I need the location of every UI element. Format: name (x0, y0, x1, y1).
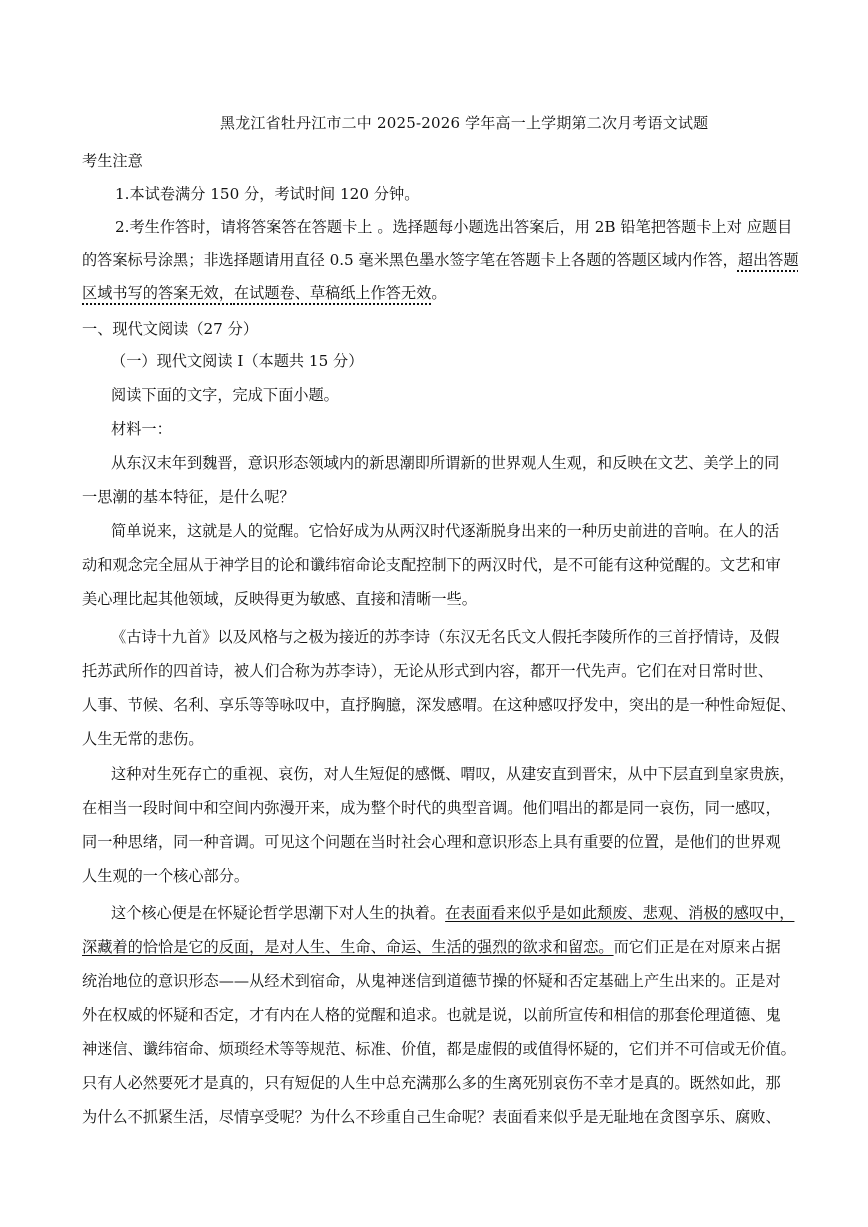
emphasis-text: 超出答题 (737, 251, 799, 269)
document-title: 黑龙江省牡丹江市二中 2025-2026 学年高一上学期第二次月考语文试题 (220, 114, 709, 132)
notice-item-2-line-1: 2.考生作答时，请将答案答在答题卡上 。选择题每小题选出答案后，用 2B 铅笔把答题卡上对 应题目 (115, 218, 793, 236)
notice-heading: 考生注意 (82, 152, 143, 170)
emphasis-text: 在试题卷、草稿纸上作答无效 (233, 284, 432, 302)
paragraph-5-line: 只有人必然要死才是真的，只有短促的人生中总充满那么多的生离死别哀伤不幸才是真的。既然如此，那 (82, 1074, 781, 1092)
paragraph-4-line: 同一种思绪，同一种音调。可见这个问题在当时社会心理和意识形态上具有重要的位置，是他们的世界观 (82, 833, 781, 851)
paragraph-4-line: 这种对生死存亡的重视、哀伤，对人生短促的感慨、喟叹，从建安直到晋宋，从中下层直到皇家贵族， (111, 765, 795, 783)
paragraph-2-line: 动和观念完全屈从于神学目的论和谶纬宿命论支配控制下的两汉时代，是不可能有这种觉醒的。文艺和审 (82, 556, 781, 574)
paragraph-5-line (111, 902, 794, 923)
paragraph-3-line: 人生无常的悲伤。 (82, 730, 204, 748)
paragraph-text: 而它们正是在对原来占据 (613, 938, 781, 956)
underlined-text: 深藏着的恰恰是它的反面，是对人生、生命、命运、生活的强烈的欲求和留恋。 (82, 938, 614, 956)
paragraph-3-line: 托苏武所作的四首诗，被人们合称为苏李诗），无论从形式到内容，都开一代先声。它们在对日常时世、 (82, 662, 774, 680)
paragraph-5-line (82, 936, 781, 957)
underlined-text: 在表面看来似乎是如此颓废、悲观、消极的感叹中， (445, 904, 795, 922)
material-label: 材料一： (111, 420, 172, 438)
notice-item-1: 1.本试卷满分 150 分，考试时间 120 分钟。 (115, 185, 420, 203)
emphasis-text: 区域书写的答案无效 (82, 284, 219, 302)
emphasis-text: ， (218, 284, 234, 302)
paragraph-4-line: 人生观的一个核心部分。 (82, 867, 250, 885)
paragraph-3-line: 人事、节候、名利、享乐等等咏叹中，直抒胸臆，深发感喟。在这种感叹抒发中，突出的是一种性命短促、 (82, 696, 796, 714)
notice-text: 。 (431, 284, 447, 302)
paragraph-5-line: 外在权威的怀疑和否定，才有内在人格的觉醒和追求。也就是说，以前所宣传和相信的那套伦理道德、鬼 (82, 1006, 781, 1024)
paragraph-1-line: 一思潮的基本特征，是什么呢？ (82, 488, 295, 506)
paragraph-4-line: 在相当一段时间中和空间内弥漫开来，成为整个时代的典型音调。他们唱出的都是同一哀伤，同一感叹， (82, 799, 781, 817)
section-heading: 一、现代文阅读（27 分） (82, 320, 259, 338)
paragraph-2-line: 简单说来，这就是人的觉醒。它恰好成为从两汉时代逐渐脱身出来的一种历史前进的音响。在人的活 (111, 522, 780, 540)
paragraph-5-line: 为什么不抓紧生活，尽情享受呢？为什么不珍重自己生命呢？表面看来似乎是无耻地在贪图享乐、腐败、 (82, 1108, 781, 1126)
paragraph-3-line: 《古诗十九首》以及风格与之极为接近的苏李诗（东汉无名氏文人假托李陵所作的三首抒情诗，及假 (111, 628, 780, 646)
subsection-heading: （一）现代文阅读 I（本题共 15 分） (111, 352, 364, 370)
paragraph-2-line: 美心理比起其他领域，反映得更为敏感、直接和清晰一些。 (82, 590, 477, 608)
notice-text: 的答案标号涂黑；非选择题请用直径 0.5 毫米黑色墨水签字笔在答题卡上各题的答题区域内作答， (82, 251, 738, 269)
paragraph-5-line: 神迷信、谶纬宿命、烦琐经术等等规范、标准、价值，都是虚假的或值得怀疑的，它们并不可信或无价值。 (82, 1040, 796, 1058)
paragraph-5-line: 统治地位的意识形态——从经术到宿命，从鬼神迷信到道德节操的怀疑和否定基础上产生出来的。正是对 (82, 972, 781, 990)
paragraph-text: 这个核心便是在怀疑论哲学思潮下对人生的执着。 (111, 904, 446, 922)
notice-item-2-line-3 (82, 282, 447, 303)
reading-instruction: 阅读下面的文字，完成下面小题。 (111, 386, 339, 404)
paragraph-1-line: 从东汉末年到魏晋，意识形态领域内的新思潮即所谓新的世界观人生观，和反映在文艺、美学上的同 (111, 454, 780, 472)
notice-item-2-line-2 (82, 249, 799, 270)
